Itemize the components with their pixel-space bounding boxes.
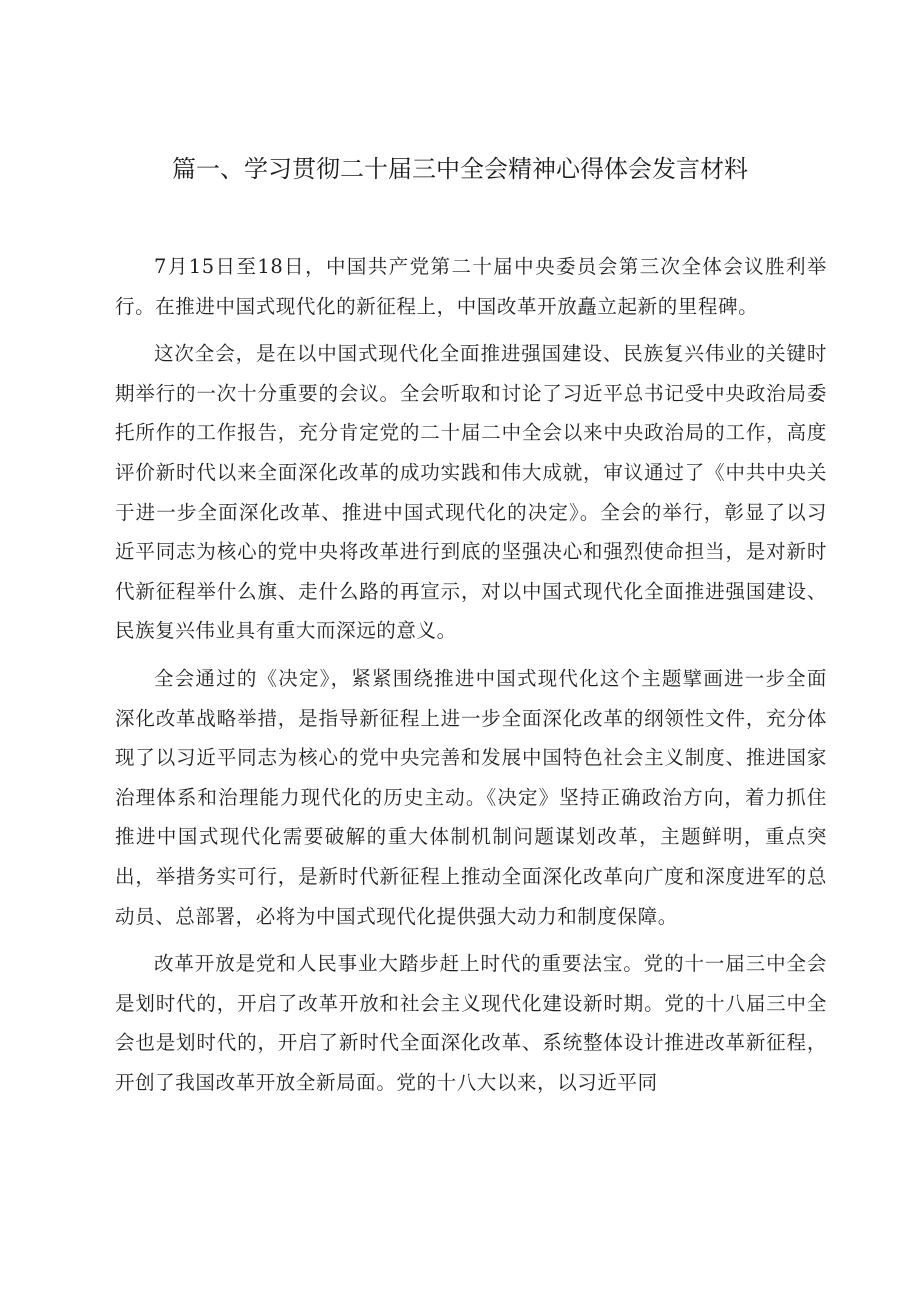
- document-title: 篇一、学习贯彻二十届三中全会精神心得体会发言材料: [172, 155, 748, 183]
- paragraph: 改革开放是党和人民事业大踏步赶上时代的重要法宝。党的十一届三中全会是划时代的，开启了改革开放和社会主义现代化建设新时期。党的十八届三中全会也是划时代的，开启了新时代全面深化改革、系统整体设计推进改革新征程，开创了我国改革开放全新局面。党的十八大以来，以习近平同: [115, 952, 827, 1094]
- paragraph: 全会通过的《决定》，紧紧围绕推进中国式现代化这个主题擘画进一步全面深化改革战略举措，是指导新征程上进一步全面深化改革的纲领性文件，充分体现了以习近平同志为核心的党中央完善和发展中国特色社会主义制度、推进国家治理体系和治理能力现代化的历史主动。《决定》坚持正确政治方向，着力抓住推进中国式现代化需要破解的重大体制机制问题谋划改革，主题鲜明，重点突出，举措务实可行，是新时代新征程上推动全面深化改革向广度和深度进军的总动员、总部署，必将为中国式现代化提供强大动力和制度保障。: [115, 666, 827, 928]
- paragraph: 这次全会，是在以中国式现代化全面推进强国建设、民族复兴伟业的关键时期举行的一次十分重要的会议。全会听取和讨论了习近平总书记受中央政治局委托所作的工作报告，充分肯定党的二十届二中全会以来中央政治局的工作，高度评价新时代以来全面深化改革的成功实践和伟大成就，审议通过了《中共中央关于进一步全面深化改革、推进中国式现代化的决定》。全会的举行，彰显了以习近平同志为核心的党中央将改革进行到底的坚强决心和强烈使命担当，是对新时代新征程举什么旗、走什么路的再宣示，对以中国式现代化全面推进强国建设、民族复兴伟业具有重大而深远的意义。: [115, 342, 827, 643]
- paragraph: 7月15日至18日，中国共产党第二十届中央委员会第三次全体会议胜利举行。在推进中国式现代化的新征程上，中国改革开放矗立起新的里程碑。: [115, 255, 827, 318]
- document-body: [115, 247, 827, 1110]
